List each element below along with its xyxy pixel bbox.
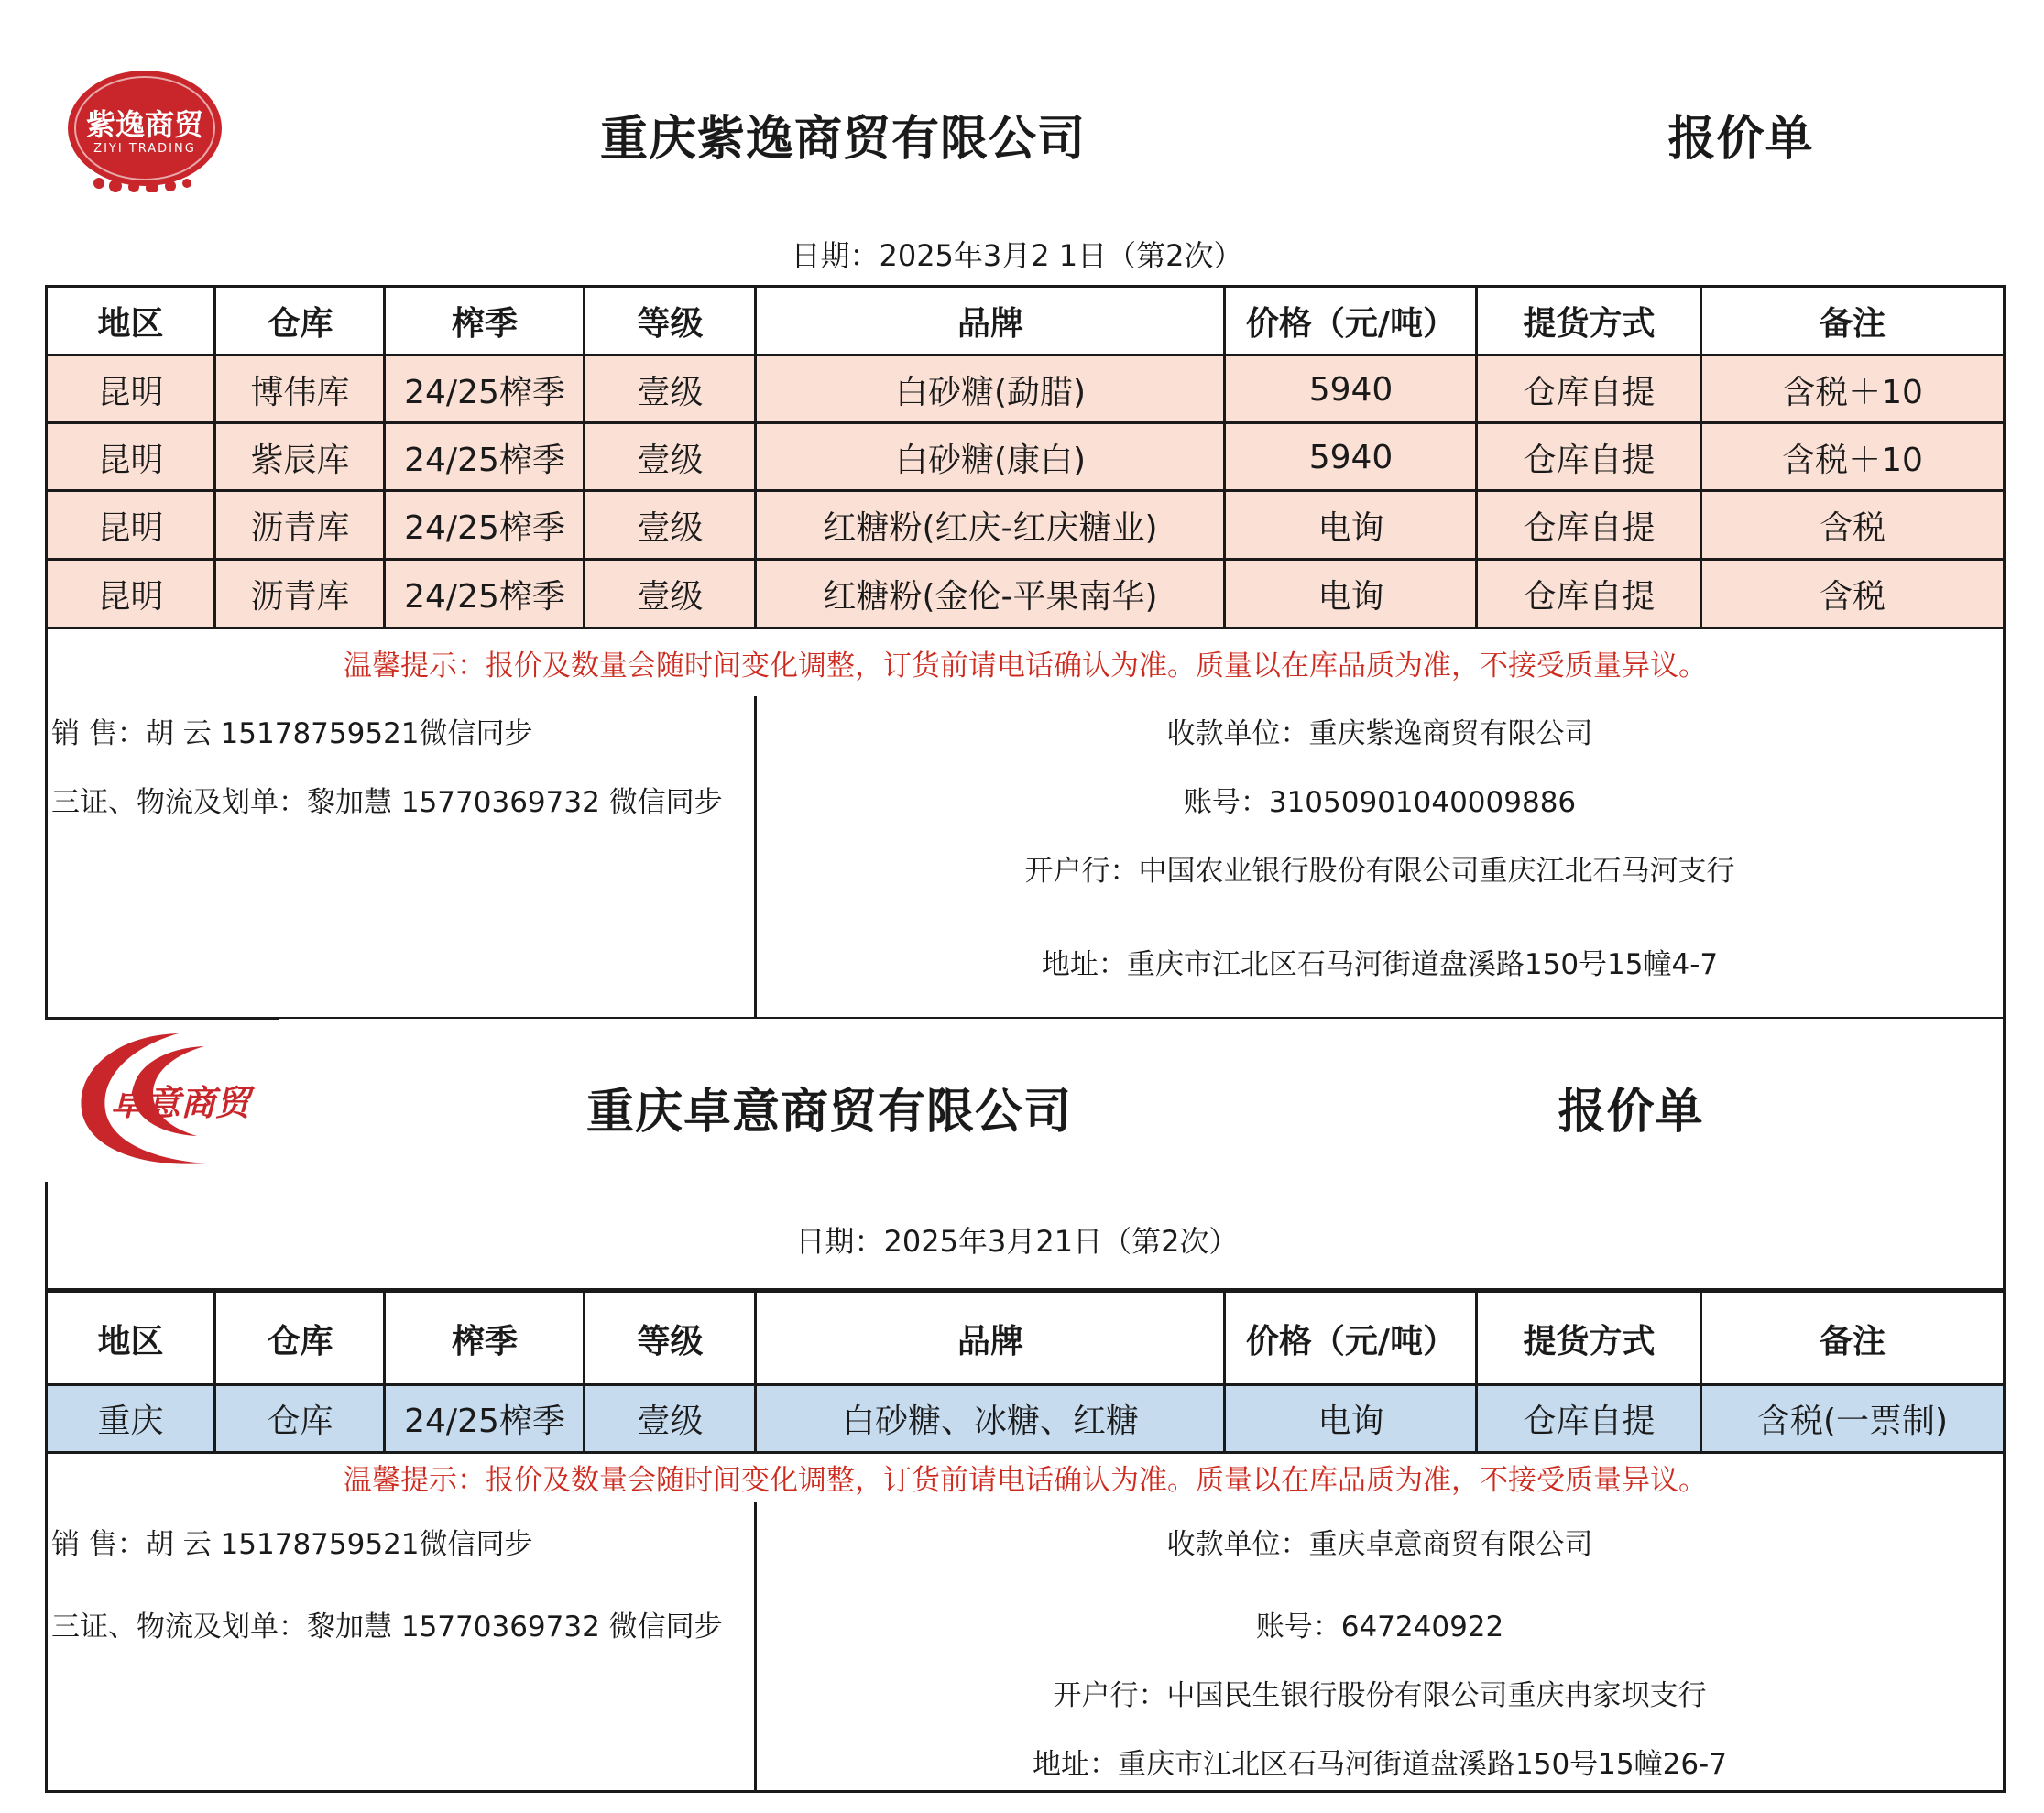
col-season: 榨季 [451, 305, 518, 343]
grid-line [45, 1383, 2006, 1386]
ziyi-logo-text: 紫逸商贸 [85, 107, 203, 142]
grid-line [1700, 285, 1702, 628]
grid-line [383, 1290, 386, 1453]
grid-line [383, 285, 386, 628]
col-price: 价格（元/吨） [1245, 305, 1457, 343]
cell-grade: 壹级 [637, 441, 704, 479]
grid-line [1475, 285, 1478, 628]
ziyi-logo-subtext: ZIYI TRADING [93, 141, 196, 156]
col-brand: 品牌 [956, 305, 1023, 343]
grid-line [45, 1290, 2006, 1293]
cell-price: 电询 [1317, 509, 1384, 547]
col-grade: 等级 [637, 305, 704, 343]
cell-season: 24/25榨季 [404, 373, 565, 411]
address: 地址：重庆市江北区石马河街道盘溪路150号15幢4-7 [1041, 947, 1719, 981]
sales-contact: 销 售：胡 云 15178759521微信同步 [51, 1528, 533, 1561]
cell-remark: 含税＋10 [1782, 441, 1923, 479]
grid-line [1223, 285, 1226, 628]
cell-warehouse: 仓库 [267, 1403, 333, 1440]
cell-region: 昆明 [97, 441, 164, 479]
payee: 收款单位：重庆卓意商贸有限公司 [1166, 1527, 1593, 1561]
payee: 收款单位：重庆紫逸商贸有限公司 [1166, 716, 1593, 750]
cell-brand: 白砂糖、冰糖、红糖 [841, 1403, 1139, 1440]
account-number: 账号：647240922 [1255, 1610, 1504, 1644]
cell-warehouse: 沥青库 [250, 509, 350, 547]
cell-delivery: 仓库自提 [1523, 441, 1656, 479]
zhuoyi-logo-text: 卓意商贸 [110, 1082, 250, 1123]
grid-line [213, 1290, 216, 1453]
col-price: 价格（元/吨） [1245, 1322, 1457, 1360]
cell-delivery: 仓库自提 [1523, 373, 1656, 411]
logistics-contact: 三证、物流及划单：黎加慧 15770369732 微信同步 [51, 1611, 723, 1644]
company-title: 重庆卓意商贸有限公司 [585, 1084, 1072, 1140]
cell-remark: 含税(一票制) [1756, 1403, 1949, 1440]
doc-title: 报价单 [1558, 1084, 1704, 1140]
company-title: 重庆紫逸商贸有限公司 [599, 111, 1086, 167]
cell-warehouse: 博伟库 [250, 373, 350, 411]
quote-date: 日期：2025年3月21日（第2次） [795, 1224, 1239, 1259]
col-grade: 等级 [637, 1322, 704, 1360]
cell-price: 5940 [1308, 370, 1394, 409]
grid-line [1700, 1290, 1702, 1453]
cell-season: 24/25榨季 [404, 509, 565, 547]
grid-line [45, 489, 2006, 492]
col-delivery: 提货方式 [1523, 305, 1656, 343]
account-number: 账号：31050901040009886 [1183, 785, 1577, 819]
col-brand: 品牌 [956, 1322, 1023, 1360]
cell-remark: 含税＋10 [1782, 373, 1923, 411]
grid-line [1223, 1290, 1226, 1453]
col-warehouse: 仓库 [267, 1322, 333, 1360]
cell-brand: 白砂糖(康白) [894, 441, 1087, 479]
grid-line [754, 285, 757, 628]
cell-warehouse: 紫辰库 [250, 441, 350, 479]
cell-price: 电询 [1317, 578, 1384, 616]
cell-region: 重庆 [97, 1403, 164, 1440]
grid-line [583, 285, 585, 628]
cell-price: 电询 [1317, 1403, 1384, 1440]
cell-price: 5940 [1308, 438, 1394, 476]
grid-line [45, 1790, 2006, 1793]
cell-brand: 红糖粉(金伦-平果南华) [823, 578, 1158, 616]
col-region: 地区 [97, 305, 164, 343]
cell-delivery: 仓库自提 [1523, 578, 1656, 616]
grid-line [45, 1017, 2006, 1019]
cell-delivery: 仓库自提 [1523, 509, 1656, 547]
cell-brand: 白砂糖(勐腊) [894, 373, 1087, 411]
cell-season: 24/25榨季 [404, 1403, 565, 1440]
grid-line [1475, 1290, 1478, 1453]
grid-line [754, 1290, 757, 1453]
grid-line [45, 354, 2006, 356]
cell-remark: 含税 [1819, 509, 1886, 547]
col-warehouse: 仓库 [267, 305, 333, 343]
cell-delivery: 仓库自提 [1523, 1403, 1656, 1440]
cell-warehouse: 沥青库 [250, 578, 350, 616]
cell-brand: 红糖粉(红庆-红庆糖业) [823, 509, 1158, 547]
grid-line [213, 285, 216, 628]
col-delivery: 提货方式 [1523, 1322, 1656, 1360]
cell-region: 昆明 [97, 509, 164, 547]
grid-line [2003, 285, 2006, 1019]
sales-contact: 销 售：胡 云 15178759521微信同步 [51, 717, 533, 750]
grid-line [45, 285, 2006, 288]
cell-season: 24/25榨季 [404, 578, 565, 616]
logistics-contact: 三证、物流及划单：黎加慧 15770369732 微信同步 [51, 786, 723, 819]
cell-grade: 壹级 [637, 1403, 704, 1440]
grid-line [45, 558, 2006, 561]
cell-remark: 含税 [1819, 578, 1886, 616]
grid-line [45, 627, 2006, 629]
quote-date: 日期：2025年3月2 1日（第2次） [791, 238, 1243, 273]
col-remark: 备注 [1819, 1322, 1886, 1360]
cell-season: 24/25榨季 [404, 441, 565, 479]
cell-grade: 壹级 [637, 578, 704, 616]
grid-line [2003, 1019, 2006, 1793]
cell-region: 昆明 [97, 578, 164, 616]
address: 地址：重庆市江北区石马河街道盘溪路150号15幢26-7 [1033, 1747, 1727, 1781]
cell-grade: 壹级 [637, 373, 704, 411]
warning-notice: 温馨提示：报价及数量会随时间变化调整，订货前请电话确认为准。质量以在库品质为准，不接受质量异议。 [344, 1463, 1707, 1497]
grid-line [45, 421, 2006, 424]
col-season: 榨季 [451, 1322, 518, 1360]
cell-grade: 壹级 [637, 509, 704, 547]
grid-line [583, 1290, 585, 1453]
bank-name: 开户行：中国农业银行股份有限公司重庆江北石马河支行 [1024, 854, 1735, 888]
doc-title: 报价单 [1667, 111, 1814, 167]
col-remark: 备注 [1819, 305, 1886, 343]
cell-region: 昆明 [97, 373, 164, 411]
warning-notice: 温馨提示：报价及数量会随时间变化调整，订货前请电话确认为准。质量以在库品质为准，不接受质量异议。 [344, 649, 1707, 683]
col-region: 地区 [97, 1322, 164, 1360]
bank-name: 开户行：中国民生银行股份有限公司重庆冉家坝支行 [1053, 1678, 1707, 1712]
